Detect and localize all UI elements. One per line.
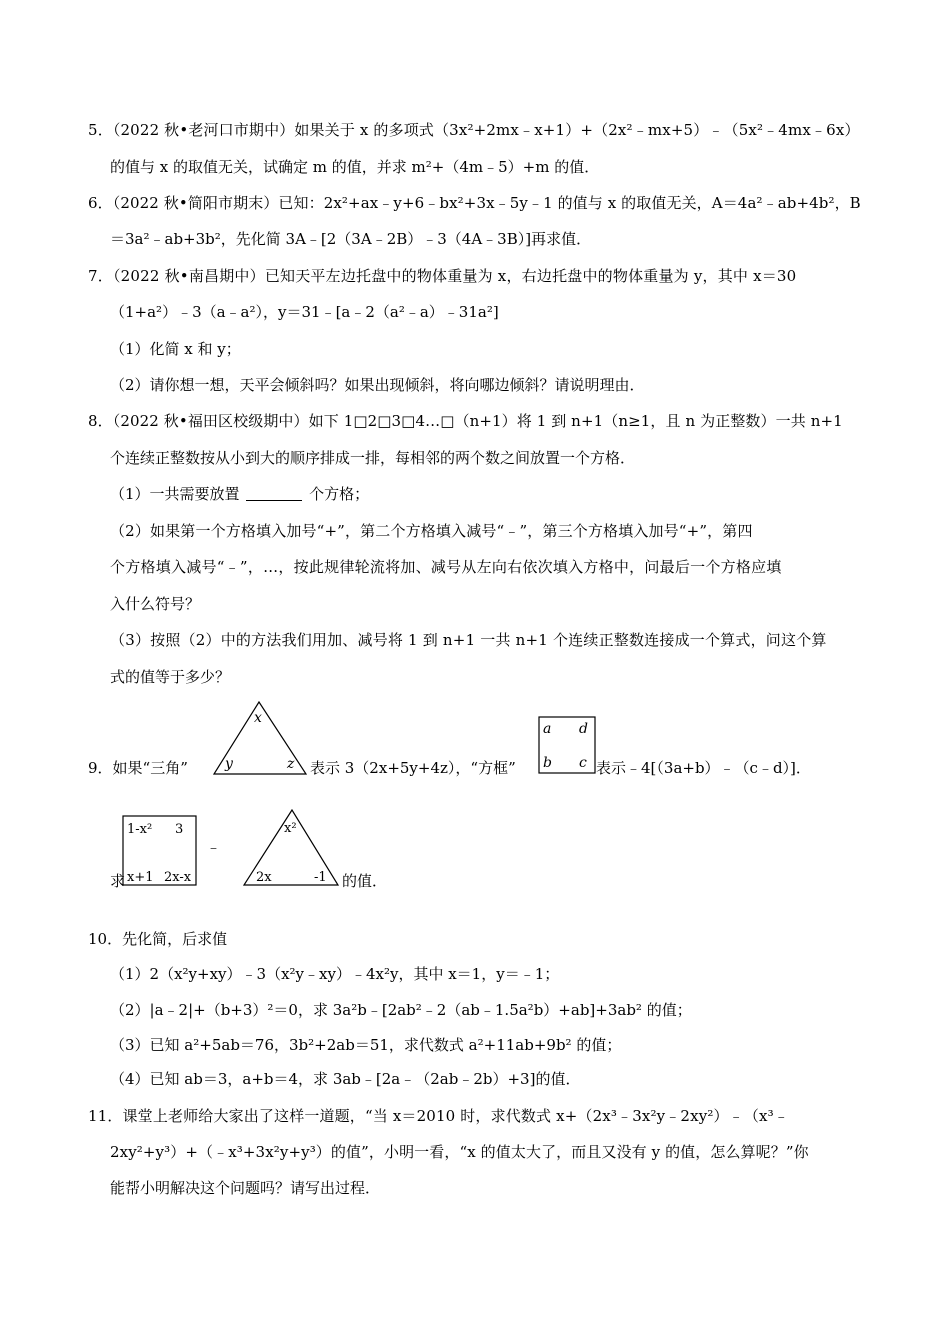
problem-8-question-1-text: （1）一共需要放置 xyxy=(110,485,240,503)
square-expression-figure xyxy=(122,815,198,887)
problem-5-line-1: 5．（2022 秋•老河口市期中）如果关于 x 的多项式（3x²+2mx﹣x+1）+（2x²﹣mx+5）﹣（5x²﹣4mx﹣6x） xyxy=(88,121,860,139)
problem-11-line-3: 能帮小明解决这个问题吗？请写出过程． xyxy=(110,1179,381,1197)
problem-11-line-1: 11．课堂上老师给大家出了这样一道题，“当 x＝2010 时，求代数式 x+（2x³﹣3x²y﹣2xy²）﹣（x³﹣ xyxy=(88,1107,789,1125)
problem-10-question-3: （3）已知 a²+5ab＝76，3b²+2ab＝51，求代数式 a²+11ab+9b² 的值； xyxy=(110,1036,622,1054)
problem-6-line-1: 6．（2022 秋•简阳市期末）已知：2x²+ax﹣y+6﹣bx²+3x﹣5y﹣1 的值与 x 的取值无关，A＝4a²﹣ab+4b²，B xyxy=(88,194,861,212)
square-definition-figure xyxy=(538,716,596,774)
triangle-expression-left: 2x xyxy=(256,870,272,885)
triangle-expression-top: x² xyxy=(284,821,297,836)
problem-8-question-3-line-1: （3）按照（2）中的方法我们用加、减号将 1 到 n+1 一共 n+1 个连续正整数连接成一个算式，问这个算 xyxy=(110,631,827,649)
problem-7-line-2: （1+a²）﹣3（a﹣a²），y＝31﹣[a﹣2（a²﹣a）﹣31a²] xyxy=(110,303,499,321)
problem-7-question-1: （1）化简 x 和 y； xyxy=(110,340,241,358)
square-top-left-label: a xyxy=(543,721,552,737)
triangle-expression-right: -1 xyxy=(314,870,327,885)
problem-6-line-2: ＝3a²﹣ab+3b²，先化简 3A﹣[2（3A﹣2B）﹣3（4A﹣3B）]再求值． xyxy=(110,230,592,248)
square-bottom-left-label: b xyxy=(543,755,552,771)
problem-8-question-3-line-2: 式的值等于多少？ xyxy=(110,668,231,686)
problem-10-question-4: （4）已知 ab＝3，a+b＝4，求 3ab﹣[2a﹣（2ab﹣2b）+3]的值． xyxy=(110,1070,581,1088)
square-expression-bottom-right: 2x-x xyxy=(164,870,192,885)
triangle-right-label: z xyxy=(287,756,295,772)
problem-10-heading: 10．先化简，后求值 xyxy=(88,930,228,948)
problem-10-question-2: （2）|a﹣2|+（b+3）²＝0，求 3a²b﹣[2ab²﹣2（ab﹣1.5a²b）+ab]+3ab² 的值； xyxy=(110,1001,692,1019)
problem-8-question-2-line-2: 个方格填入减号“﹣”，…，按此规律轮流将加、减号从左向右依次填入方格中，问最后一个方格应填 xyxy=(110,558,782,576)
problem-9-text-2: 表示 3（2x+5y+4z），“方框” xyxy=(310,759,516,777)
problem-8-question-1-suffix: 个方格； xyxy=(309,485,370,503)
problem-9-text-1: 9．如果“三角” xyxy=(88,759,188,777)
problem-9-minus-sign: ﹣ xyxy=(206,838,222,856)
problem-7-line-1: 7．（2022 秋•南昌期中）已知天平左边托盘中的物体重量为 x，右边托盘中的物体重量为 y，其中 x＝30 xyxy=(88,267,797,285)
triangle-expression-figure xyxy=(242,808,342,888)
square-expression-bottom-left: x+1 xyxy=(127,870,154,885)
problem-8-question-2-line-3: 入什么符号？ xyxy=(110,595,201,613)
square-bottom-right-label: c xyxy=(579,755,587,771)
problem-10-question-1: （1）2（x²y+xy）﹣3（x²y﹣xy）﹣4x²y，其中 x＝1，y＝﹣1； xyxy=(110,965,560,983)
problem-9-tail: 的值． xyxy=(342,872,388,890)
problem-9-ask: 求 xyxy=(110,872,126,890)
problem-5-line-2: 的值与 x 的取值无关，试确定 m 的值，并求 m²+（4m﹣5）+m 的值． xyxy=(110,158,600,176)
triangle-definition-figure xyxy=(212,700,308,778)
triangle-left-label: y xyxy=(225,756,233,772)
square-expression-top-left: 1-x² xyxy=(127,822,153,837)
problem-7-question-2: （2）请你想一想，天平会倾斜吗？如果出现倾斜，将向哪边倾斜？请说明理由． xyxy=(110,376,645,394)
answer-blank xyxy=(246,486,302,501)
problem-9-text-3: 表示﹣4[（3a+b）﹣（c﹣d）]． xyxy=(596,759,811,777)
square-expression-top-right: 3 xyxy=(175,822,184,837)
problem-8-question-2-line-1: （2）如果第一个方格填入加号“+”，第二个方格填入减号“﹣”，第三个方格填入加号“+”，第四 xyxy=(110,522,753,540)
problem-8-line-2: 个连续正整数按从小到大的顺序排成一排，每相邻的两个数之间放置一个方格． xyxy=(110,449,636,467)
square-top-right-label: d xyxy=(579,721,588,737)
problem-11-line-2: 2xy²+y³）+（﹣x³+3x²y+y³）的值”，小明一看，“x 的值太大了，而且又没有 y 的值，怎么算呢？”你 xyxy=(110,1143,809,1161)
problem-8-line-1: 8．（2022 秋•福田区校级期中）如下 1□2□3□4…□（n+1）将 1 到 n+1（n≥1，且 n 为正整数）一共 n+1 xyxy=(88,412,843,430)
triangle-top-label: x xyxy=(254,710,262,726)
problem-8-question-1 xyxy=(110,484,369,504)
